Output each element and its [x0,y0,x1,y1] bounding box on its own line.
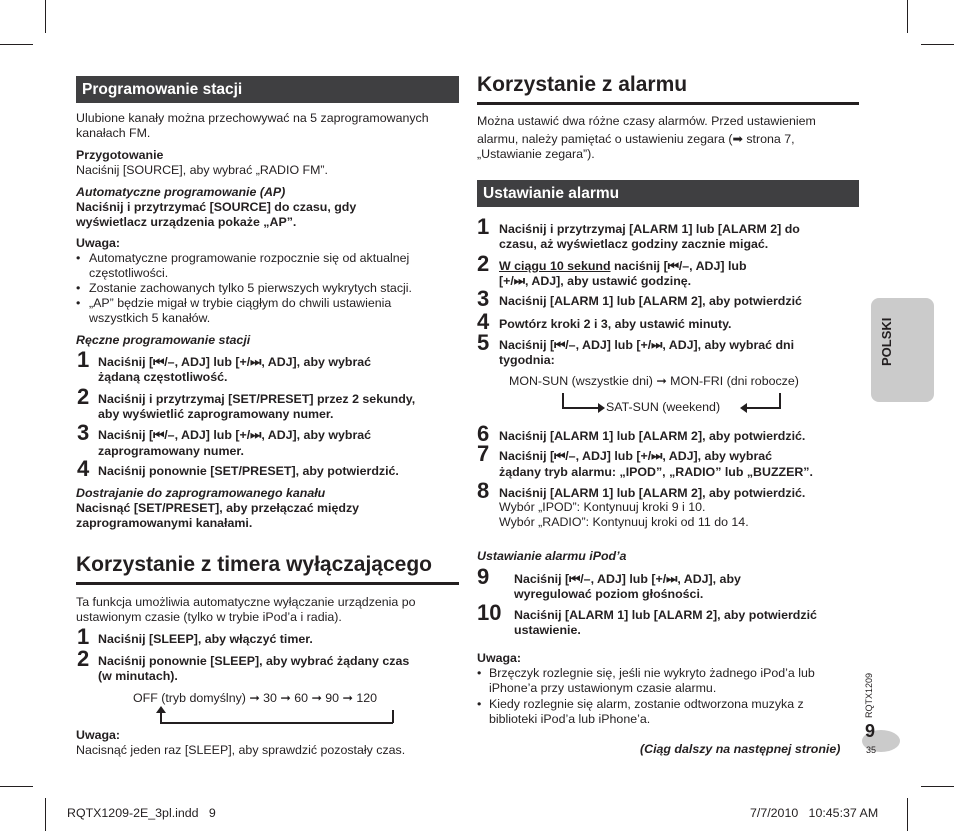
step-text: Naciśnij ponownie [SLEEP], aby wybrać żądany czas [98,654,410,668]
step-text: Naciśnij [SLEEP], aby włączyć timer. [98,632,313,646]
crop-mark [921,44,954,45]
bullet: • [477,697,482,711]
alarm-heading: Korzystanie z alarmu [477,73,688,96]
note-line: Kiedy rozlegnie się alarm, zostanie odtworzona muzyka z [489,697,804,711]
step-number: 4 [77,456,90,481]
alarm-intro: alarmu, należy pamiętać o ustawieniu zegara (➡ strona 7, [477,132,795,146]
step-number: 1 [477,214,490,239]
timer-intro: Ta funkcja umożliwia automatyczne wyłączanie urządzenia po [76,595,416,609]
step-text: Naciśnij [ALARM 1] lub [ALARM 2], aby potwierdzić [499,294,802,308]
sequence-loop-line [160,722,393,724]
bullet: • [477,666,482,680]
note-line: biblioteki iPod’a lub iPhone’a. [489,712,651,726]
step-extra: Wybór „IPOD”: Kontynuuj kroki 9 i 10. [499,500,706,514]
doc-code-vertical: RQTX1209 [864,672,874,718]
arrow-up-icon [156,706,166,713]
crop-mark [45,0,46,33]
step-text: żądany tryb alarmu: „IPOD”, „RADIO” lub „BUZZER”. [499,465,813,479]
step-number: 1 [77,347,90,372]
timer-note: Nacisnąć jeden raz [SLEEP], aby sprawdzić pozostały czas. [76,743,406,757]
timer-heading: Korzystanie z timera wyłączającego [76,553,432,576]
step-extra: Wybór „RADIO”: Kontynuuj kroki od 11 do 14. [499,515,749,529]
crop-mark [45,798,46,831]
day-sequence-weekend: SAT-SUN (weekend) [606,400,721,414]
auto-title: Automatyczne programowanie (AP) [76,185,286,199]
crop-mark [907,798,908,831]
step-number: 6 [477,421,490,446]
step-text: Naciśnij i przytrzymaj [ALARM 1] lub [ALARM 2] do [499,222,800,236]
note-line: wszystkich 5 kanałów. [89,311,211,325]
step-text: zaprogramowany numer. [98,444,244,458]
step-text: [+/⏭, ADJ], aby ustawić godzinę. [499,274,692,288]
step-text: żądaną częstotliwość. [98,370,228,384]
step-text: Naciśnij [⏮/–, ADJ] lub [+/⏭, ADJ], aby wybrać [98,428,372,442]
step-number: 2 [477,251,490,276]
continued-note: (Ciąg dalszy na następnej stronie) [640,742,841,756]
bullet: • [76,281,81,295]
step-number: 3 [77,420,90,445]
step-number: 10 [477,600,502,625]
step-number: 4 [477,309,490,334]
page-number: 9 [865,721,876,741]
step-text: Naciśnij i przytrzymaj [SET/PRESET] przez 2 sekundy, [98,392,416,406]
note-title: Uwaga: [477,651,522,665]
step-number: 5 [477,330,490,355]
sequence-loop-line [779,393,781,408]
note-line: częstotliwości. [89,266,169,280]
prep-text: Naciśnij [SOURCE], aby wybrać „RADIO FM”. [76,163,328,177]
page-subnumber: 35 [866,745,877,755]
intro-line: Ulubione kanały można przechowywać na 5 zaprogramowanych [76,111,429,125]
alarm-intro: Można ustawić dwa różne czasy alarmów. Przed ustawieniem [477,114,816,128]
step-number: 9 [477,564,490,589]
tune-text: zaprogramowanymi kanałami. [76,516,253,530]
prep-title: Przygotowanie [76,148,164,162]
note-line: iPhone’a przy ustawionym czasie alarmu. [489,681,717,695]
step-text: czasu, aż wyświetlacz godziny zacznie migać. [499,237,769,251]
step-text-rest: naciśnij [⏮/–, ADJ] lub [610,259,747,273]
note-line: „AP” będzie migał w trybie ciągłym do chwili ustawienia [89,296,392,310]
arrow-right-icon [598,403,605,413]
step-text: ustawienie. [514,623,581,637]
timer-sequence: OFF (tryb domyślny) ➞ 30 ➞ 60 ➞ 90 ➞ 120 [133,691,377,705]
step-text: (w minutach). [98,669,178,683]
step-text: aby wyświetlić zaprogramowany numer. [98,407,334,421]
crop-mark [0,786,33,787]
crop-mark [907,0,908,33]
step-text [499,258,747,274]
crop-mark [0,44,33,45]
step-number: 7 [477,441,490,466]
bullet: • [76,251,81,265]
crop-mark [921,786,954,787]
section-header-programming: Programowanie stacji [76,76,459,103]
step-number: 2 [77,384,90,409]
ipod-title: Ustawianie alarmu iPod’a [477,549,627,563]
heading-rule [76,582,459,585]
arrow-left-icon [740,403,747,413]
footer-file: RQTX1209-2E_3pl.indd 9 [67,806,216,820]
note-title: Uwaga: [76,236,121,250]
step-text: Naciśnij [ALARM 1] lub [ALARM 2], aby potwierdzić. [499,486,806,500]
step-underline: W ciągu 10 sekund [499,259,611,273]
note-line: Automatyczne programowanie rozpocznie się od aktualnej [89,251,410,265]
step-text: Naciśnij [ALARM 1] lub [ALARM 2], aby potwierdzić [514,608,817,622]
step-number: 8 [477,478,490,503]
day-sequence: MON-SUN (wszystkie dni) ➞ MON-FRI (dni robocze) [509,374,799,388]
heading-rule [477,102,859,105]
tune-title: Dostrajanie do zaprogramowanego kanału [76,486,326,500]
auto-text: Naciśnij i przytrzymać [SOURCE] do czasu, gdy [76,200,357,214]
step-text: Naciśnij [⏮/–, ADJ] lub [+/⏭, ADJ], aby wybrać [98,355,372,369]
alarm-intro: „Ustawianie zegara”). [477,147,595,161]
step-text: Naciśnij ponownie [SET/PRESET], aby potwierdzić. [98,464,399,478]
step-text: Naciśnij [⏮/–, ADJ] lub [+/⏭, ADJ], aby wybrać [499,449,773,463]
step-number: 3 [477,286,490,311]
manual-title: Ręczne programowanie stacji [76,333,251,347]
step-text: Powtórz kroki 2 i 3, aby ustawić minuty. [499,317,732,331]
step-text: Naciśnij [ALARM 1] lub [ALARM 2], aby potwierdzić. [499,429,806,443]
step-text: Naciśnij [⏮/–, ADJ] lub [+/⏭, ADJ], aby wybrać dni [499,338,795,352]
section-header-set-alarm: Ustawianie alarmu [477,180,859,207]
sequence-loop-line [160,712,162,723]
bullet: • [76,296,81,310]
sequence-loop-line [562,393,564,408]
step-text: tygodnia: [499,353,555,367]
tune-text: Nacisnąć [SET/PRESET], aby przełączać między [76,501,360,515]
footer-date: 7/7/2010 10:45:37 AM [750,806,879,820]
sequence-loop-line [562,407,600,409]
intro-line: kanałach FM. [76,126,151,140]
note-line: Zostanie zachowanych tylko 5 pierwszych wykrytych stacji. [89,281,412,295]
timer-intro: ustawionym czasie (tylko w trybie iPod’a i radia). [76,610,342,624]
language-label: POLSKI [879,317,894,366]
step-text: Naciśnij [⏮/–, ADJ] lub [+/⏭, ADJ], aby [514,572,741,586]
step-number: 2 [77,646,90,671]
note-line: Brzęczyk rozlegnie się, jeśli nie wykryto żadnego iPod’a lub [489,666,815,680]
step-text: wyregulować poziom głośności. [514,587,704,601]
timer-note-title: Uwaga: [76,728,121,742]
auto-text: wyświetlacz urządzenia pokaże „AP”. [76,215,297,229]
step-number: 1 [77,624,90,649]
sequence-loop-line [746,407,781,409]
